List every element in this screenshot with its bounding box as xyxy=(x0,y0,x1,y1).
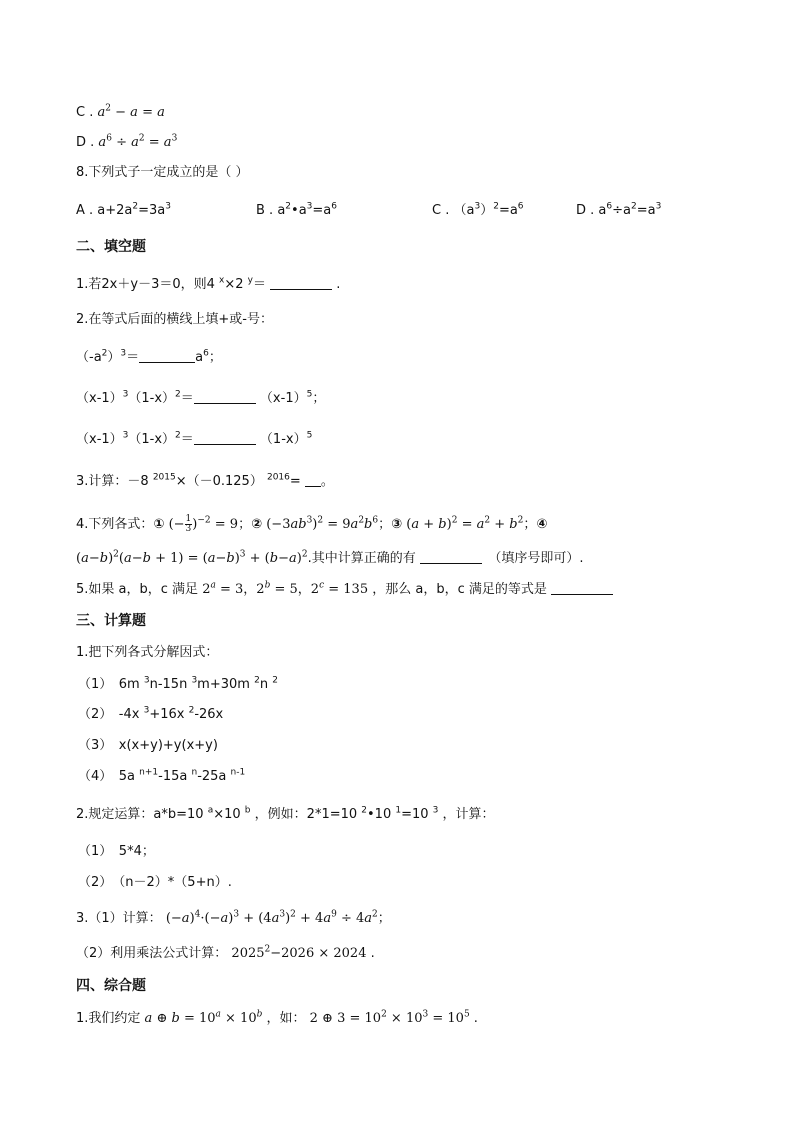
s2-q4-line1: 4.下列各式：① (− $\frac{1}{3}$ )$^{-2}$ = 9；② $(-3ab^3)^2 = 9a^2b^6$；③ $(a + b)^2 = a^2 + b^2$；④ xyxy=(76,514,548,534)
q8-option-c: C . $(a^3)^2=a^6$ xyxy=(432,201,524,218)
s3-q2-1: （1） 5*4； xyxy=(78,844,155,859)
s2-q2-line1: $(-a^2)^3= a^6$； xyxy=(76,348,222,365)
s3-q1-4: （4） 5a $^{n+1}$-15a $^n$-25a $^{n-1}$ xyxy=(78,767,246,784)
s3-q1-1: （1） 6m $^3$n-15n $^3$m+30m $^2$n $^2$ xyxy=(78,675,278,692)
q7-option-d: D . $a^6 \div a^2 = a^3$ xyxy=(76,133,178,150)
section-4-title: 四、综合题 xyxy=(76,978,146,994)
s3-q3-1: 3.（1）计算： $(-a)^4\cdot(-a)^3 + (4a^3)^2 + 4a^9 \div 4a^2$； xyxy=(76,909,391,926)
s4-q1: 1.我们约定 a ⊕ $b = 10^a \times 10^b$ ，如： 2 ⊕ $3 = 10^2 \times 10^3 = 10^5$ . xyxy=(76,1009,478,1026)
s2-q2-line3: $(x-1)^3(1-x)^2= (1-x)^5$ xyxy=(76,430,313,447)
s2-q4-line2: $(a-b)^2(a-b + 1) = (a-b)^3 + (b-a)^2$.其中计算正确的有 （填序号即可）. xyxy=(76,549,584,566)
s3-q1-stem: 1.把下列各式分解因式： xyxy=(76,645,219,660)
q8-option-b: B . $a^2•a^3=a^6$ xyxy=(256,201,337,218)
q8-option-a: A . $a+2a^2=3a^3$ xyxy=(76,201,172,218)
s3-q1-2: （2） -4x $^3$+16x $^2$-26x xyxy=(78,705,224,722)
section-2-title: 二、填空题 xyxy=(76,239,146,255)
s3-q1-3: （3） x(x+y)+y(x+y) xyxy=(78,738,218,753)
s3-q2: 2.规定运算：a*b=10 $^a$×10 $^b$ ，例如：2*1=10 $^2$•10 $^1$=10 $^3$ ，计算： xyxy=(76,805,495,822)
s3-q3-2: （2）利用乘法公式计算： $2025^2-2026 \times 2024$ . xyxy=(76,944,375,961)
s2-q1: 1.若2x＋y－3＝0，则4 $^x$×2 $^y$＝ . xyxy=(76,275,341,292)
s2-q5: 5.如果 a，b，c 满足 $2^a = 3$，$2^b = 5$，$2^c = 135$ ，那么 a，b，c 满足的等式是 xyxy=(76,581,613,599)
q7-option-c: C . $a^2 - a = a$ xyxy=(76,103,165,120)
s2-q2-line2: $(x-1)^3(1-x)^2= (x-1)^5$； xyxy=(76,389,326,406)
s2-q2-stem: 2.在等式后面的横线上填+或-号： xyxy=(76,312,273,327)
section-3-title: 三、计算题 xyxy=(76,613,146,629)
q8-option-d: D . $a^6\div a^2=a^3$ xyxy=(576,201,662,218)
q8-stem: 8.下列式子一定成立的是（ ） xyxy=(76,165,249,180)
s3-q2-2: （2） （n－2）*（5+n）. xyxy=(78,875,232,890)
s2-q3: 3.计算：－8 $^{2015}$×（－0.125） $^{2016}$= 。 xyxy=(76,472,334,489)
